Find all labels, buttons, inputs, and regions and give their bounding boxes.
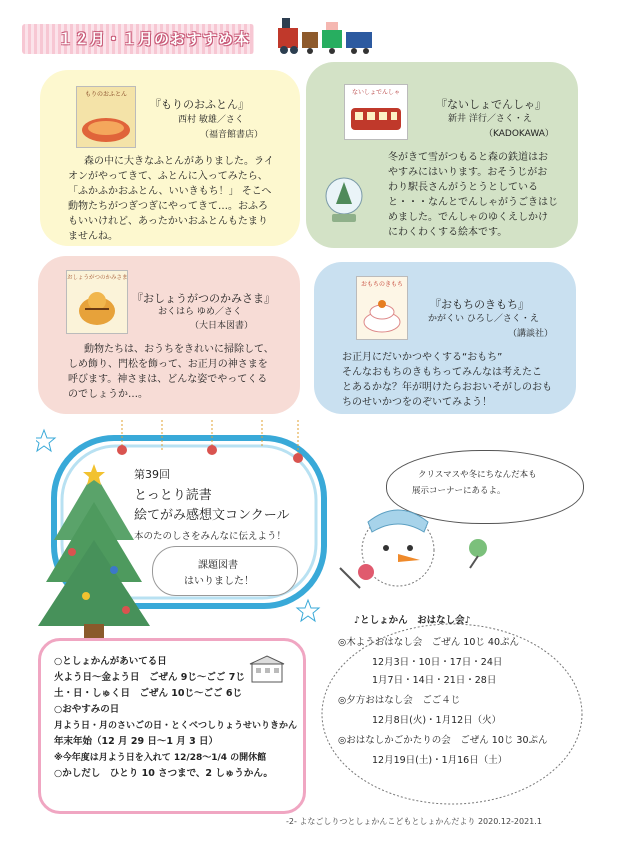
speech-bubble-line1: クリスマスや冬にちなんだ本も (418, 470, 537, 480)
contest-name-2: 絵てがみ感想文コンクール (134, 508, 290, 523)
page-footer: -2- よなごしりつとしょかんこどもとしょかんだより 2020.12-2021.1 (286, 817, 542, 826)
book-title: 『もりのおふとん』 (150, 98, 249, 111)
book-publisher: （福音館書店） (200, 130, 264, 140)
page-title: １２月・１月のおすすめ本 (58, 30, 251, 48)
assigned-books-line2: はいりました！ (184, 576, 254, 587)
book-cover: おしょうがつのかみさま (66, 270, 128, 334)
book-author: 西村 敏雄／さく (178, 115, 244, 125)
book-author: おくはら ゆめ／さく (158, 307, 242, 317)
book-cover: おもちのきもち (356, 276, 408, 340)
book-cover: もりのおふとん (76, 86, 136, 148)
train-cover-illustration (345, 96, 407, 140)
storytime-item-title: ◎夕方おはなし会 ごご４じ (338, 695, 461, 706)
train-illustration (270, 14, 380, 60)
storytime-dates: 12月19日(土)・1月16日（土） (372, 755, 508, 766)
storytime-dates: 12月8日(火)・1月12日（火） (372, 715, 502, 726)
book-title: 『ないしょでんしゃ』 (436, 98, 546, 111)
book-author: 新井 洋行／さく・え (448, 114, 532, 124)
book-description: 動物たちは、おうちをきれいに掃除して、 しめ飾り、門松を飾って、お正月の神さまを 呼びます。神さまは、どんな姿でやってくる のでしょうか…。 (68, 344, 274, 400)
book-publisher: （大日本図書） (190, 321, 254, 331)
book-publisher: （KADOKAWA） (484, 129, 554, 139)
book-description: 冬がきて雪がつもると森の鉄道はお やすみにはいります。おそうじがお わり駅長さんがうとうとしている と・・・なんとでんしゃがうごきはじ めました。でんしゃのゆくえしかけ にわくわくする絵本です。 (388, 152, 558, 238)
storytime-dates: 1月7日・14日・21日・28日 (372, 675, 497, 686)
storytime-item-title: ◎木ようおはなし会 ごぜん 10じ 40ぷん (338, 637, 520, 648)
futon-illustration (77, 98, 135, 146)
assigned-books-line1: 課題図書 (198, 560, 238, 571)
storytime-dates: 12月3日・10日・17日・24日 (372, 657, 503, 668)
snow-globe-icon (322, 174, 366, 226)
storytime-heading: ♪としょかん おはなし会♪ (354, 615, 471, 626)
library-info-list: ○としょかんがあいてる日 火よう日～金よう日 ごぜん 9じ～ごご 7じ 土・日・しゅく日 ごぜん 10じ～ごご 6じ ○おやすみの日 月よう日・月のさいごの日・とくべつしりょうせいりきかん 年末年始（12 月 29 日～1 月 3 日） ※今年度は月よう日を入れて 12/28～1/4 の開休館 ○かしだし ひとり 10 さつまで、2 しゅうかん。 (54, 656, 298, 779)
book-title: 『おもちのきもち』 (430, 298, 529, 311)
assigned-books-bubble (152, 546, 298, 596)
contest-edition: 第39回 (134, 468, 170, 481)
book-description: お正月にだいかつやくする“おもち” そんなおもちのきもちってみんなは考えたこ とあるかな？年が明けたらおおいそがしのおも ちのせいかつをのぞいてみよう！ (342, 352, 552, 408)
book-publisher: （講談社） (508, 329, 554, 339)
tiger-illustration (67, 281, 127, 333)
contest-slogan: 本のたのしさをみんなに伝えよう！ (134, 531, 287, 542)
book-cover: ないしょでんしゃ (344, 84, 408, 140)
speech-bubble-line2: 展示コーナーにあるよ。 (412, 486, 506, 496)
book-description: 森の中に大きなふとんがありました。ライ オンがやってきて、ふとんに入ってみたら、 「ふかふかおふとん、いいきもち！」 そこへ 動物たちがつぎつぎにやってきて…。おふろ もいいけれど、あったかいおふとんもたまり ませんね。 (68, 156, 274, 242)
book-author: かがくい ひろし／さく・え (428, 314, 539, 324)
storytime-item-title: ◎おはなしかごかたりの会 ごぜん 10じ 30ぷん (338, 735, 548, 746)
mochi-illustration (357, 288, 407, 338)
contest-name-1: とっとり読書 (134, 488, 212, 503)
book-title: 『おしょうがつのかみさま』 (132, 292, 275, 305)
